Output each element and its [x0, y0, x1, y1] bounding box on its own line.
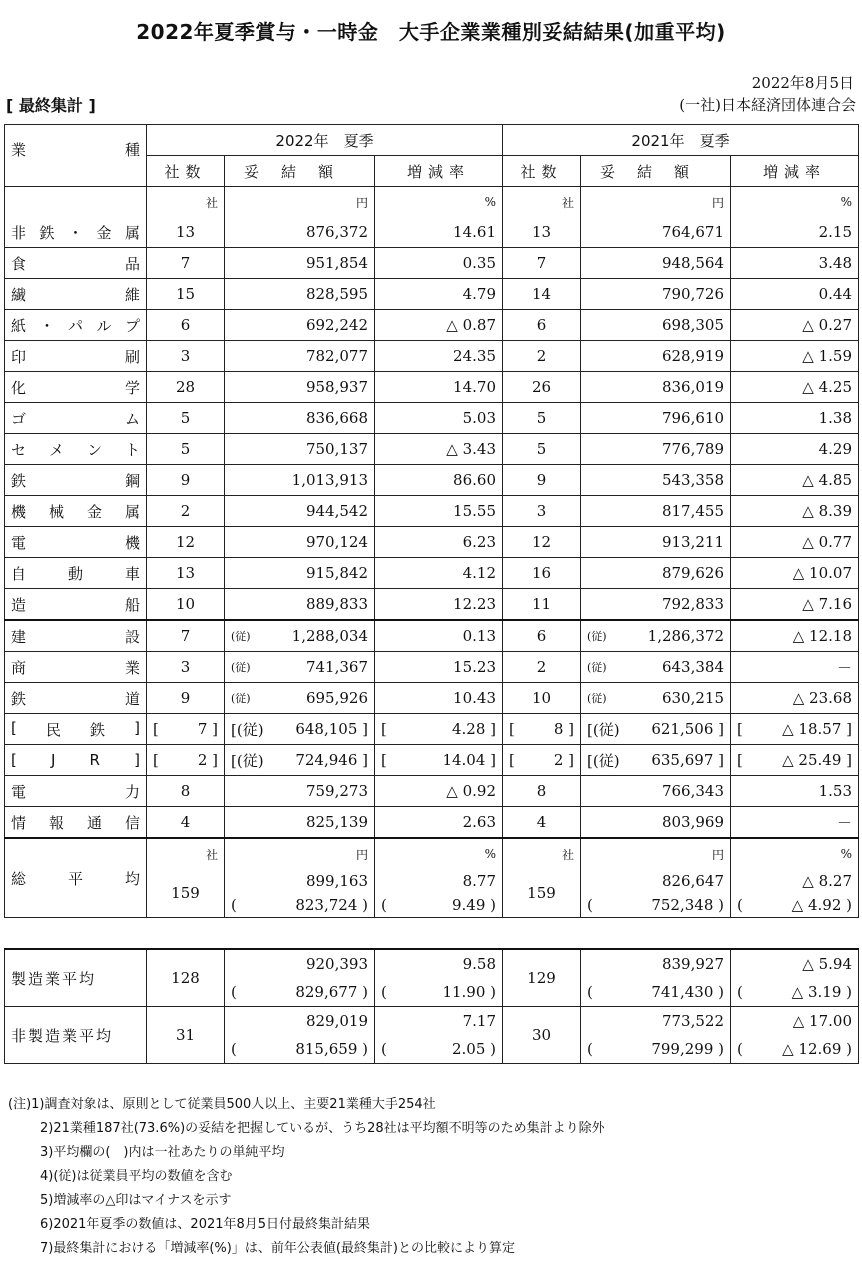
companies-2022: 13 [147, 558, 225, 589]
amount-2022: [(従) 648,105 ] [225, 714, 375, 745]
table-row [5, 341, 859, 372]
companies-2022: 15 [147, 279, 225, 310]
rate-2022: 12.23 [375, 589, 503, 621]
amount-2021: 764,671 [581, 217, 731, 248]
note-line: 6)2021年夏季の数値は、2021年8月5日付最終集計結果 [40, 1217, 371, 1232]
mfg-rate-2022: 9.58 [375, 949, 503, 978]
rate-2021: △ 4.25 [731, 372, 859, 403]
industry-name: 造 船 [5, 589, 147, 621]
publish-date: 2022年8月5日 [751, 74, 854, 92]
unit-label: % [731, 838, 859, 869]
unit-label: % [375, 187, 503, 218]
unit-label: 円 [225, 838, 375, 869]
companies-2022: 12 [147, 527, 225, 558]
total-companies-2021: 159 [503, 869, 581, 918]
total-amount-2022: 899,163 [225, 869, 375, 893]
table-row [5, 310, 859, 341]
nonmfg-label: 非製造業平均 [5, 1007, 147, 1064]
companies-2022: 5 [147, 403, 225, 434]
rate-2022: 2.63 [375, 807, 503, 839]
header-2022: 2022年 夏季 [147, 125, 503, 156]
rate-2022: 4.12 [375, 558, 503, 589]
rate-2022: △ 0.87 [375, 310, 503, 341]
companies-2021: 12 [503, 527, 581, 558]
rate-2022: 4.79 [375, 279, 503, 310]
total-amount-2021: 826,647 [581, 869, 731, 893]
companies-2022: 4 [147, 807, 225, 839]
companies-2022: 8 [147, 776, 225, 807]
companies-2021: 5 [503, 434, 581, 465]
rate-2022: 24.35 [375, 341, 503, 372]
companies-2021: [ 8 ] [503, 714, 581, 745]
rate-2021: 4.29 [731, 434, 859, 465]
unit-label: % [731, 187, 859, 218]
header-amount-2022: 妥結額 [225, 156, 375, 187]
companies-2021: 6 [503, 310, 581, 341]
companies-2021: 10 [503, 683, 581, 714]
amount-2021: 836,019 [581, 372, 731, 403]
note-line: 2)21業種187社(73.6%)の妥結を把握しているが、うち28社は平均額不明等のため集計より除外 [40, 1121, 605, 1136]
mfg-label: 製造業平均 [5, 949, 147, 1007]
table-row [5, 217, 859, 248]
header-companies-2021: 社数 [503, 156, 581, 187]
total-avg-rate-2022: ( 9.49 ) [375, 893, 503, 918]
companies-2021: 2 [503, 341, 581, 372]
table-row [5, 589, 859, 621]
amount-2022: 750,137 [225, 434, 375, 465]
rate-2022: [ 4.28 ] [375, 714, 503, 745]
rate-2022: 0.13 [375, 620, 503, 652]
companies-2021: 2 [503, 652, 581, 683]
amount-2022: 970,124 [225, 527, 375, 558]
amount-2021: 913,211 [581, 527, 731, 558]
rate-2021: △ 12.18 [731, 620, 859, 652]
amount-2022: 825,139 [225, 807, 375, 839]
amount-2021: (従) 643,384 [581, 652, 731, 683]
mfg-rate-2021: △ 5.94 [731, 949, 859, 978]
amount-2022: 951,854 [225, 248, 375, 279]
industry-name: 紙 ・ パ ル プ [5, 310, 147, 341]
unit-blank [5, 187, 147, 218]
rate-2021: △ 23.68 [731, 683, 859, 714]
industry-name: 自 動 車 [5, 558, 147, 589]
rate-2021: － [731, 652, 859, 683]
header-rate-2022: 増減率 [375, 156, 503, 187]
amount-2021: 803,969 [581, 807, 731, 839]
unit-label: 社 [147, 838, 225, 869]
rate-2021: 1.53 [731, 776, 859, 807]
rate-2022: 0.35 [375, 248, 503, 279]
nonmfg-avg-rate-2021: ( △ 12.69 ) [731, 1035, 859, 1064]
amount-2021: 948,564 [581, 248, 731, 279]
companies-2021: 7 [503, 248, 581, 279]
amount-2022: 828,595 [225, 279, 375, 310]
table-row [5, 527, 859, 558]
industry-name: 総 平 均 [5, 838, 147, 918]
rate-2022: △ 0.92 [375, 776, 503, 807]
nonmfg-companies-2022: 31 [147, 1007, 225, 1064]
header-2021: 2021年 夏季 [503, 125, 859, 156]
amount-2021: 792,833 [581, 589, 731, 621]
table-row [5, 652, 859, 683]
companies-2021: 5 [503, 403, 581, 434]
mfg-companies-2022: 128 [147, 949, 225, 1007]
amount-2021: 698,305 [581, 310, 731, 341]
unit-label: 社 [503, 187, 581, 218]
industry-name: 化 学 [5, 372, 147, 403]
mfg-avg-amount-2021: ( 741,430 ) [581, 978, 731, 1007]
rate-2022: 14.61 [375, 217, 503, 248]
rate-2022: △ 3.43 [375, 434, 503, 465]
unit-label: 円 [581, 838, 731, 869]
nonmfg-avg-amount-2022: ( 815,659 ) [225, 1035, 375, 1064]
amount-2021: 628,919 [581, 341, 731, 372]
industry-name: [ J R ] [5, 745, 147, 776]
companies-2021: 11 [503, 589, 581, 621]
companies-2021: 6 [503, 620, 581, 652]
mfg-amount-2021: 839,927 [581, 949, 731, 978]
amount-2021: (従) 1,286,372 [581, 620, 731, 652]
nonmfg-amount-2022: 829,019 [225, 1007, 375, 1036]
nonmfg-rate-2021: △ 17.00 [731, 1007, 859, 1036]
rate-2021: △ 1.59 [731, 341, 859, 372]
amount-2021: 776,789 [581, 434, 731, 465]
notes [8, 1093, 605, 1261]
header-amount-2021: 妥結額 [581, 156, 731, 187]
unit-label: 円 [581, 187, 731, 218]
unit-label: 円 [225, 187, 375, 218]
mfg-avg-rate-2021: ( △ 3.19 ) [731, 978, 859, 1007]
amount-2022: (従) 741,367 [225, 652, 375, 683]
header-rate-2021: 増減率 [731, 156, 859, 187]
total-avg-amount-2022: ( 823,724 ) [225, 893, 375, 918]
total-rate-2022: 8.77 [375, 869, 503, 893]
note-line: 5)増減率の△印はマイナスを示す [40, 1193, 232, 1208]
note-line: 7)最終集計における「増減率(%)」は、前年公表値(最終集計)との比較により算定 [40, 1241, 515, 1256]
companies-2021: 16 [503, 558, 581, 589]
rate-2021: △ 0.77 [731, 527, 859, 558]
amount-2022: 876,372 [225, 217, 375, 248]
industry-name: 商 業 [5, 652, 147, 683]
rate-2021: [ △ 25.49 ] [731, 745, 859, 776]
companies-2021: 26 [503, 372, 581, 403]
industry-name: セ メ ン ト [5, 434, 147, 465]
companies-2022: 3 [147, 341, 225, 372]
total-avg-rate-2021: ( △ 4.92 ) [731, 893, 859, 918]
industry-name: 鉄 道 [5, 683, 147, 714]
table-row [5, 496, 859, 527]
table-row [5, 807, 859, 839]
companies-2021: 9 [503, 465, 581, 496]
header-industry: 業 種 [5, 125, 147, 187]
amount-2022: 889,833 [225, 589, 375, 621]
industry-name: 食 品 [5, 248, 147, 279]
rate-2021: 2.15 [731, 217, 859, 248]
rate-2021: [ △ 18.57 ] [731, 714, 859, 745]
amount-2021: 543,358 [581, 465, 731, 496]
rate-2022: 15.55 [375, 496, 503, 527]
table-row [5, 372, 859, 403]
nonmfg-companies-2021: 30 [503, 1007, 581, 1064]
amount-2022: 782,077 [225, 341, 375, 372]
nonmfg-avg-rate-2022: ( 2.05 ) [375, 1035, 503, 1064]
rate-2021: △ 0.27 [731, 310, 859, 341]
table-row [5, 776, 859, 807]
amount-2022: 692,242 [225, 310, 375, 341]
companies-2022: 9 [147, 465, 225, 496]
mfg-avg-rate-2022: ( 11.90 ) [375, 978, 503, 1007]
amount-2022: 958,937 [225, 372, 375, 403]
amount-2021: 790,726 [581, 279, 731, 310]
companies-2021: 4 [503, 807, 581, 839]
rate-2021: △ 8.39 [731, 496, 859, 527]
companies-2022: [ 7 ] [147, 714, 225, 745]
rate-2021: 3.48 [731, 248, 859, 279]
page-title: 2022年夏季賞与・一時金 大手企業業種別妥結結果(加重平均) [136, 20, 726, 44]
amount-2022: 759,273 [225, 776, 375, 807]
amount-2022: (従) 695,926 [225, 683, 375, 714]
amount-2022: [(従) 724,946 ] [225, 745, 375, 776]
note-line: 3)平均欄の( )内は一社あたりの単純平均 [40, 1145, 285, 1160]
total-avg-amount-2021: ( 752,348 ) [581, 893, 731, 918]
total-companies-2022: 159 [147, 869, 225, 918]
companies-2021: 3 [503, 496, 581, 527]
rate-2022: 15.23 [375, 652, 503, 683]
companies-2021: 14 [503, 279, 581, 310]
amount-2021: 796,610 [581, 403, 731, 434]
companies-2022: 6 [147, 310, 225, 341]
rate-2022: [ 14.04 ] [375, 745, 503, 776]
note-line: 4)(従)は従業員平均の数値を含む [40, 1169, 233, 1184]
amount-2022: 836,668 [225, 403, 375, 434]
rate-2022: 5.03 [375, 403, 503, 434]
header-companies-2022: 社数 [147, 156, 225, 187]
companies-2022: 2 [147, 496, 225, 527]
industry-name: [ 民 鉄 ] [5, 714, 147, 745]
unit-label: 社 [147, 187, 225, 218]
companies-2022: [ 2 ] [147, 745, 225, 776]
companies-2021: 13 [503, 217, 581, 248]
companies-2022: 10 [147, 589, 225, 621]
rate-2022: 86.60 [375, 465, 503, 496]
industry-name: 電 力 [5, 776, 147, 807]
rate-2022: 14.70 [375, 372, 503, 403]
companies-2021: 8 [503, 776, 581, 807]
mfg-companies-2021: 129 [503, 949, 581, 1007]
rate-2021: 1.38 [731, 403, 859, 434]
industry-name: 建 設 [5, 620, 147, 652]
table-row [5, 279, 859, 310]
rate-2021: － [731, 807, 859, 839]
companies-2021: [ 2 ] [503, 745, 581, 776]
amount-2021: 766,343 [581, 776, 731, 807]
amount-2021: [(従) 621,506 ] [581, 714, 731, 745]
rate-2021: △ 7.16 [731, 589, 859, 621]
nonmfg-avg-amount-2021: ( 799,299 ) [581, 1035, 731, 1064]
companies-2022: 5 [147, 434, 225, 465]
industry-name: 機 械 金 属 [5, 496, 147, 527]
amount-2022: (従) 1,288,034 [225, 620, 375, 652]
organization: (一社)日本経済団体連合会 [679, 96, 856, 114]
companies-2022: 7 [147, 248, 225, 279]
nonmfg-amount-2021: 773,522 [581, 1007, 731, 1036]
note-line: (注)1)調査対象は、原則として従業員500人以上、主要21業種大手254社 [8, 1097, 436, 1112]
industry-name: 印 刷 [5, 341, 147, 372]
nonmfg-rate-2022: 7.17 [375, 1007, 503, 1036]
amount-2022: 944,542 [225, 496, 375, 527]
companies-2022: 13 [147, 217, 225, 248]
amount-2021: 879,626 [581, 558, 731, 589]
unit-label: 社 [503, 838, 581, 869]
amount-2021: (従) 630,215 [581, 683, 731, 714]
table-row [5, 248, 859, 279]
gap [5, 918, 859, 950]
rate-2021: 0.44 [731, 279, 859, 310]
table-row-sub [5, 714, 859, 745]
table-row [5, 403, 859, 434]
rate-2021: △ 4.85 [731, 465, 859, 496]
amount-2022: 915,842 [225, 558, 375, 589]
table-row-sub [5, 745, 859, 776]
amount-2022: 1,013,913 [225, 465, 375, 496]
mfg-avg-amount-2022: ( 829,677 ) [225, 978, 375, 1007]
table-row [5, 558, 859, 589]
total-rate-2021: △ 8.27 [731, 869, 859, 893]
table-row [5, 465, 859, 496]
unit-label: % [375, 838, 503, 869]
companies-2022: 9 [147, 683, 225, 714]
industry-name: 非 鉄 ・ 金 属 [5, 217, 147, 248]
section-label: [ 最終集計 ] [6, 96, 96, 115]
table-row [5, 683, 859, 714]
table-row [5, 434, 859, 465]
industry-name: 鉄 鋼 [5, 465, 147, 496]
industry-name: 情 報 通 信 [5, 807, 147, 839]
companies-2022: 3 [147, 652, 225, 683]
industry-name: ゴ ム [5, 403, 147, 434]
industry-name: 電 機 [5, 527, 147, 558]
table-row [5, 620, 859, 652]
industry-name: 繊 維 [5, 279, 147, 310]
rate-2022: 6.23 [375, 527, 503, 558]
bonus-table [4, 124, 859, 1064]
rate-2021: △ 10.07 [731, 558, 859, 589]
mfg-amount-2022: 920,393 [225, 949, 375, 978]
companies-2022: 7 [147, 620, 225, 652]
companies-2022: 28 [147, 372, 225, 403]
amount-2021: 817,455 [581, 496, 731, 527]
rate-2022: 10.43 [375, 683, 503, 714]
amount-2021: [(従) 635,697 ] [581, 745, 731, 776]
